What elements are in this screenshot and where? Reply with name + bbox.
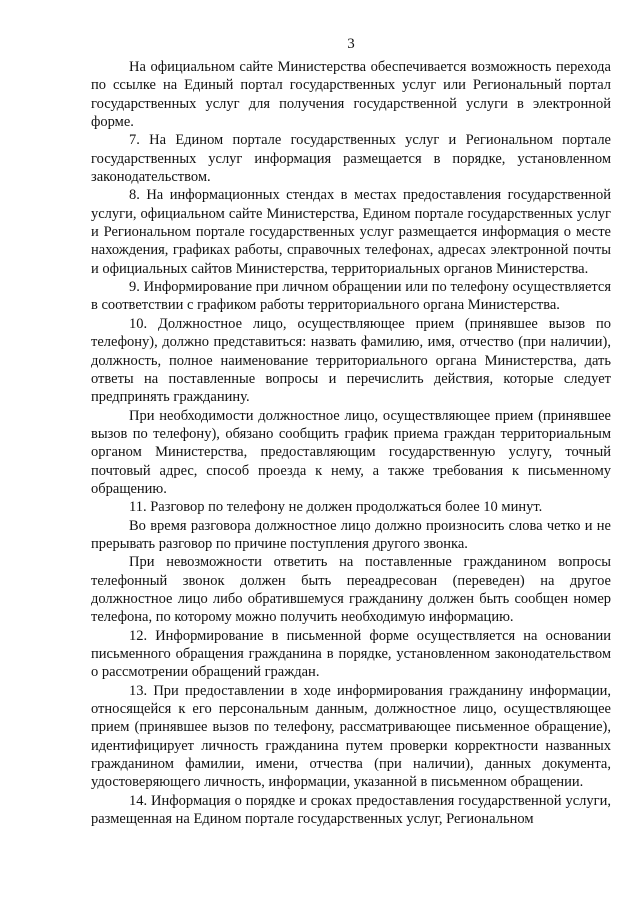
paragraph-8: 8. На информационных стендах в местах предоставления государственной услуги, официальном сайте Министерства, Едином портале государственных услуг и Региональном портале государственных услуг размещается информация о месте нахождения, графиках работы, справочных телефонах, адресах электронной почты и официальных сайтов Министерства, территориальных органов Министерства. [91,187,611,277]
paragraph-11-redirect: При невозможности ответить на поставленные гражданином вопросы телефонный звонок должен быть переадресован (переведен) на другое должностное лицо либо обратившемуся гражданину должен быть сообщен номер телефона, по которому можно получить необходимую информацию. [91,554,611,626]
paragraph-11: 11. Разговор по телефону не должен продолжаться более 10 минут. [129,499,543,516]
paragraph-7: 7. На Едином портале государственных услуг и Региональном портале государственных услуг информация размещается в порядке, установленном законодательством. [91,132,611,186]
document-page [91,0,611,828]
paragraph-10-schedule: При необходимости должностное лицо, осуществляющее прием (принявшее вызов по телефону), обязано сообщить график приема граждан территориальным органом Министерства, предоставляющим государственную услугу, точный почтовый адрес, способ проезда к нему, а также требования к письменному обращению. [91,407,611,497]
paragraph-11-conversation: Во время разговора должностное лицо должно произносить слова четко и не прерывать разговор по причине поступления другого звонка. [91,517,611,552]
page-number: 3 [347,36,355,52]
paragraph-14: 14. Информация о порядке и сроках предоставления государственной услуги, размещенная на Едином портале государственных услуг, Региональном [91,792,611,828]
paragraph-10: 10. Должностное лицо, осуществляющее прием (принявшее вызов по телефону), должно представиться: назвать фамилию, имя, отчество (при наличии), должность, полное наименование территориального органа Министерства, дать ответы на поставленные вопросы и перечислить действия, которые следует предпринять гражданину. [91,315,611,406]
paragraph-13: 13. При предоставлении в ходе информирования гражданину информации, относящейся к его персональным данным, должностное лицо, осуществляющее прием (принявшее вызов по телефону, рассматривающее письменное обращение), идентифицирует личность гражданина путем проверки корректности названных гражданином фамилии, имени, отчества (при наличии), данных документа, удостоверяющего личность, информации, указанной в письменном обращении. [91,682,611,791]
paragraph-9: 9. Информирование при личном обращении или по телефону осуществляется в соответствии с графиком работы территориального органа Министерства. [91,279,611,314]
paragraph-12: 12. Информирование в письменной форме осуществляется на основании письменного обращения гражданина в порядке, установленном законодательством о рассмотрении обращений граждан. [91,627,611,681]
paragraph-portal-access: На официальном сайте Министерства обеспечивается возможность перехода по ссылке на Единый портал государственных услуг или Региональный портал государственных услуг для получения государственной услуги в электронной форме. [91,59,611,131]
